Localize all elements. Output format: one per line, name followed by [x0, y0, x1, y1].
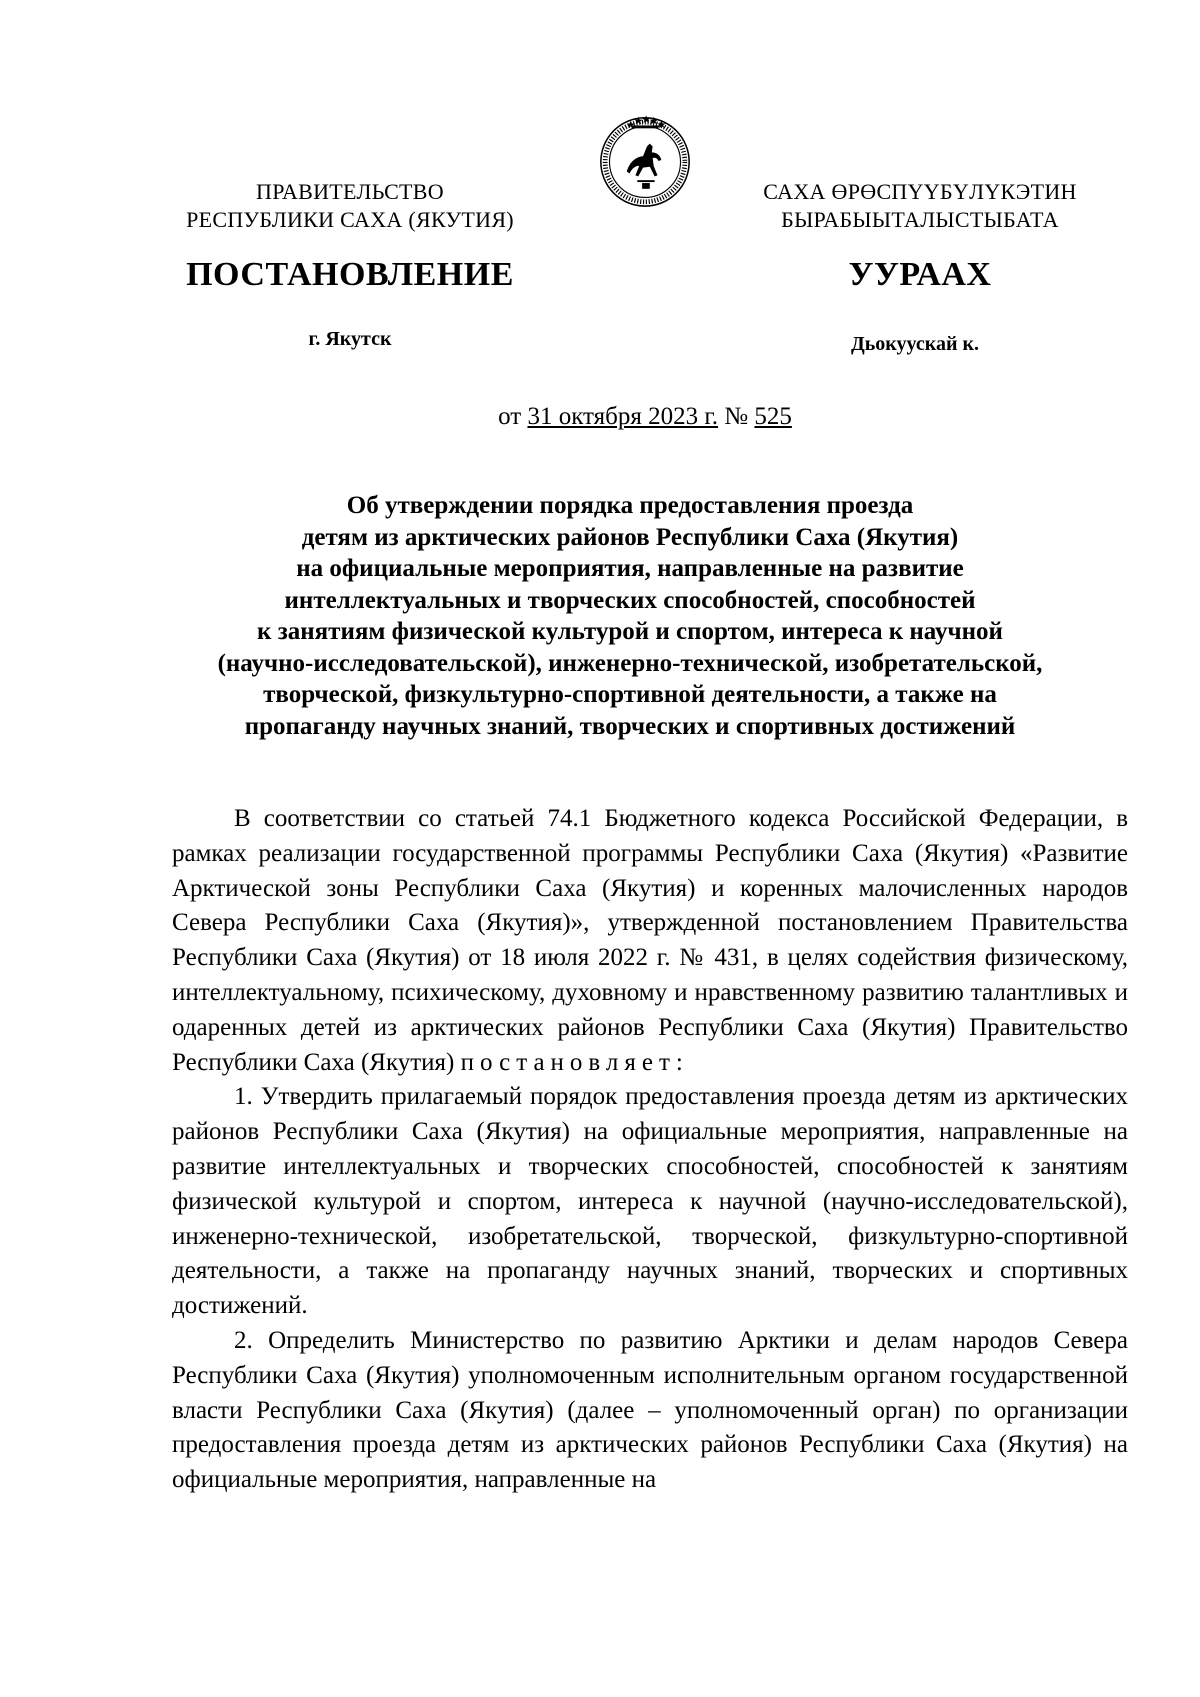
issuer-sakha-line-1: САХА ӨРӨСПҮҮБҮЛҮКЭТИН [763, 179, 1077, 204]
yakutia-coat-of-arms-icon [597, 112, 693, 208]
issuer-sakha-line-2: БЫРАБЫЫТАЛЫСТЫБАТА [781, 207, 1059, 232]
city-sakha: Дьокуускай к. [850, 333, 980, 355]
preamble-paragraph [172, 802, 1128, 1080]
issuer-line-1: ПРАВИТЕЛЬСТВО [256, 179, 444, 204]
title-line: (научно-исследовательской), инженерно-технической, изобретательской, [217, 649, 1043, 677]
issuer-header-sakha [740, 178, 1100, 234]
title-line: Об утверждении порядка предоставления проезда [346, 492, 914, 519]
decree-number: 525 [754, 403, 792, 430]
item-1-paragraph: 1. Утвердить прилагаемый порядок предоставления проезда детям из арктических районов Республики Саха (Якутия) на официальные мероприятия, направленные на развитие интеллектуальных и творческих способностей, способностей к занятиям физической культурой и спортом, интереса к научной (научно-исследовательской), инженерно-технической, изобретательской, творческой, физкультурно-спортивной деятельности, а также на пропаганду научных знаний, творческих и спортивных достижений. [172, 1083, 1128, 1320]
number-sign: № [724, 403, 749, 430]
decree-title [160, 490, 1100, 742]
item-2-paragraph: 2. Определить Министерство по развитию Арктики и делам народов Севера Республики Саха (Якутия) уполномоченным исполнительным органом государственной власти Республики Саха (Якутия) (далее – уполномоченный орган) по организации предоставления проезда детям из арктических районов Республики Саха (Якутия) на официальные мероприятия, направленные на [172, 1326, 1128, 1494]
decree-date: 31 октября 2023 г. [527, 403, 719, 430]
preamble-text: В соответствии со статьей 74.1 Бюджетного кодекса Российской Федерации, в рамках реализации государственной программы Республики Саха (Якутия) «Развитие Арктической зоны Республики Саха (Якутия) и коренных малочисленных народов Севера Республики Саха (Якутия)», утвержденной постановлением Правительства Республики Саха (Якутия) от 18 июля 2022 г. № 431, в целях содействия физическому, интеллектуальному, психическому, духовному и нравственному развитию талантливых и одаренных детей из арктических районов Республики Саха (Якутия) Правительство Республики Саха (Якутия) [172, 805, 1128, 1076]
date-prefix: от [498, 403, 522, 430]
title-line: интеллектуальных и творческих способностей, способностей [284, 586, 976, 614]
title-line: творческой, физкультурно-спортивной деятельности, а также на [263, 681, 997, 708]
title-line: к занятиям физической культурой и спортом, интереса к научной [257, 618, 1003, 645]
title-line: на официальные мероприятия, направленные на развитие [296, 555, 964, 582]
issuer-header-russian [160, 178, 540, 234]
decree-word: постановляет: [460, 1048, 689, 1076]
title-line: пропаганду научных знаний, творческих и спортивных достижений [244, 712, 1016, 740]
city-russian: г. Якутск [308, 328, 392, 350]
doc-type-russian: ПОСТАНОВЛЕНИЕ [186, 256, 514, 293]
decree-body [172, 802, 1128, 1498]
decree-date-number [0, 403, 1200, 431]
title-line: детям из арктических районов Республики Саха (Якутия) [301, 523, 959, 551]
issuer-line-2: РЕСПУБЛИКИ САХА (ЯКУТИЯ) [186, 207, 514, 232]
doc-type-sakha: УУРААХ [848, 256, 992, 293]
